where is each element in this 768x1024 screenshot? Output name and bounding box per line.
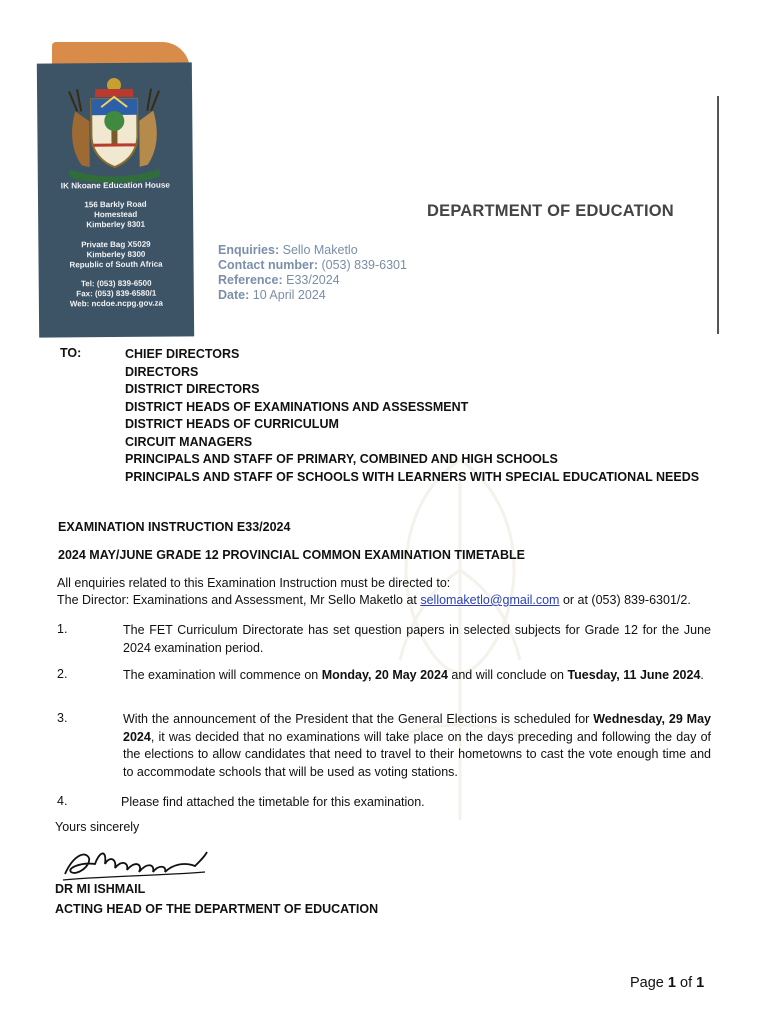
signature-image (55, 842, 215, 884)
enquiry-paragraph: All enquiries related to this Examination Instruction must be directed to: The Director: Examinations and Assessment, Mr Sello Maketlo at sellomaketlo@gmail.com or at (053) 839-6301/2. (57, 576, 691, 607)
item-number: 3. (57, 711, 68, 725)
recipient-item: DISTRICT DIRECTORS (125, 382, 260, 396)
recipient-item: CIRCUIT MANAGERS (125, 434, 253, 449)
building-name: IK Nkoane Education House (60, 180, 171, 191)
recipient-item: DIRECTORS (125, 364, 199, 379)
street-address: 156 Barkly Road Homestead Kimberley 8301 (84, 199, 147, 230)
signer-name: DR MI ISHMAIL (55, 882, 146, 896)
item-number: 2. (57, 667, 68, 681)
contact-details: Tel: (053) 839-6500 Fax: (053) 839-6580/1 Web: ncdoe.ncpg.gov.za (69, 278, 163, 309)
date-line: Date: 10 April 2024 (218, 288, 326, 302)
item-text: The examination will commence on Monday, 20 May 2024 and will conclude on Tuesday, 11 June 2024. (123, 668, 704, 682)
enquiries-line: Enquiries: Sello Maketlo (218, 243, 358, 257)
letterhead-panel (37, 62, 194, 337)
to-label: TO: (60, 346, 82, 360)
page-number: Page 1 of 1 (630, 975, 705, 991)
recipient-item: PRINCIPALS AND STAFF OF SCHOOLS WITH LEARNERS WITH SPECIAL EDUCATIONAL NEEDS (125, 469, 700, 484)
item-number: 4. (57, 794, 68, 808)
item-number: 1. (57, 622, 68, 636)
reference-line: Reference: E33/2024 (218, 273, 340, 287)
instruction-title: EXAMINATION INSTRUCTION E33/2024 (58, 520, 291, 534)
closing-salutation: Yours sincerely (55, 820, 140, 834)
recipient-item: PRINCIPALS AND STAFF OF PRIMARY, COMBINED AND HIGH SCHOOLS (125, 452, 558, 466)
letterhead-divider (717, 96, 719, 334)
timetable-title: 2024 MAY/JUNE GRADE 12 PROVINCIAL COMMON EXAMINATION TIMETABLE (58, 548, 525, 562)
recipient-item: CHIEF DIRECTORS (125, 347, 240, 361)
recipient-list (125, 346, 711, 486)
recipient-item: DISTRICT HEADS OF CURRICULUM (125, 417, 339, 431)
item-text: With the announcement of the President that the General Elections is scheduled for Wednesday, 29 May 2024, it was decided that no examinations will take place on the days preceding and following the day of the elections to allow candidates that need to travel to their hometowns to cast the vote enough time and to accommodate schools that will be used as voting stations. (123, 712, 711, 779)
contact-line: Contact number: (053) 839-6301 (218, 258, 407, 272)
postal-address: Private Bag X5029 Kimberley 8300 Republic of South Africa (69, 239, 163, 270)
department-title: DEPARTMENT OF EDUCATION (427, 202, 674, 220)
signer-title: ACTING HEAD OF THE DEPARTMENT OF EDUCATION (55, 902, 379, 916)
enquiry-details (218, 243, 407, 303)
recipient-item: DISTRICT HEADS OF EXAMINATIONS AND ASSESSMENT (125, 399, 469, 414)
item-text: Please find attached the timetable for this examination. (121, 795, 425, 809)
coat-of-arms-logo (55, 70, 174, 183)
item-text: The FET Curriculum Directorate has set question papers in selected subjects for Grade 12 for the June 2024 examination period. (123, 623, 711, 655)
email-link[interactable]: sellomaketlo@gmail.com (420, 593, 560, 607)
